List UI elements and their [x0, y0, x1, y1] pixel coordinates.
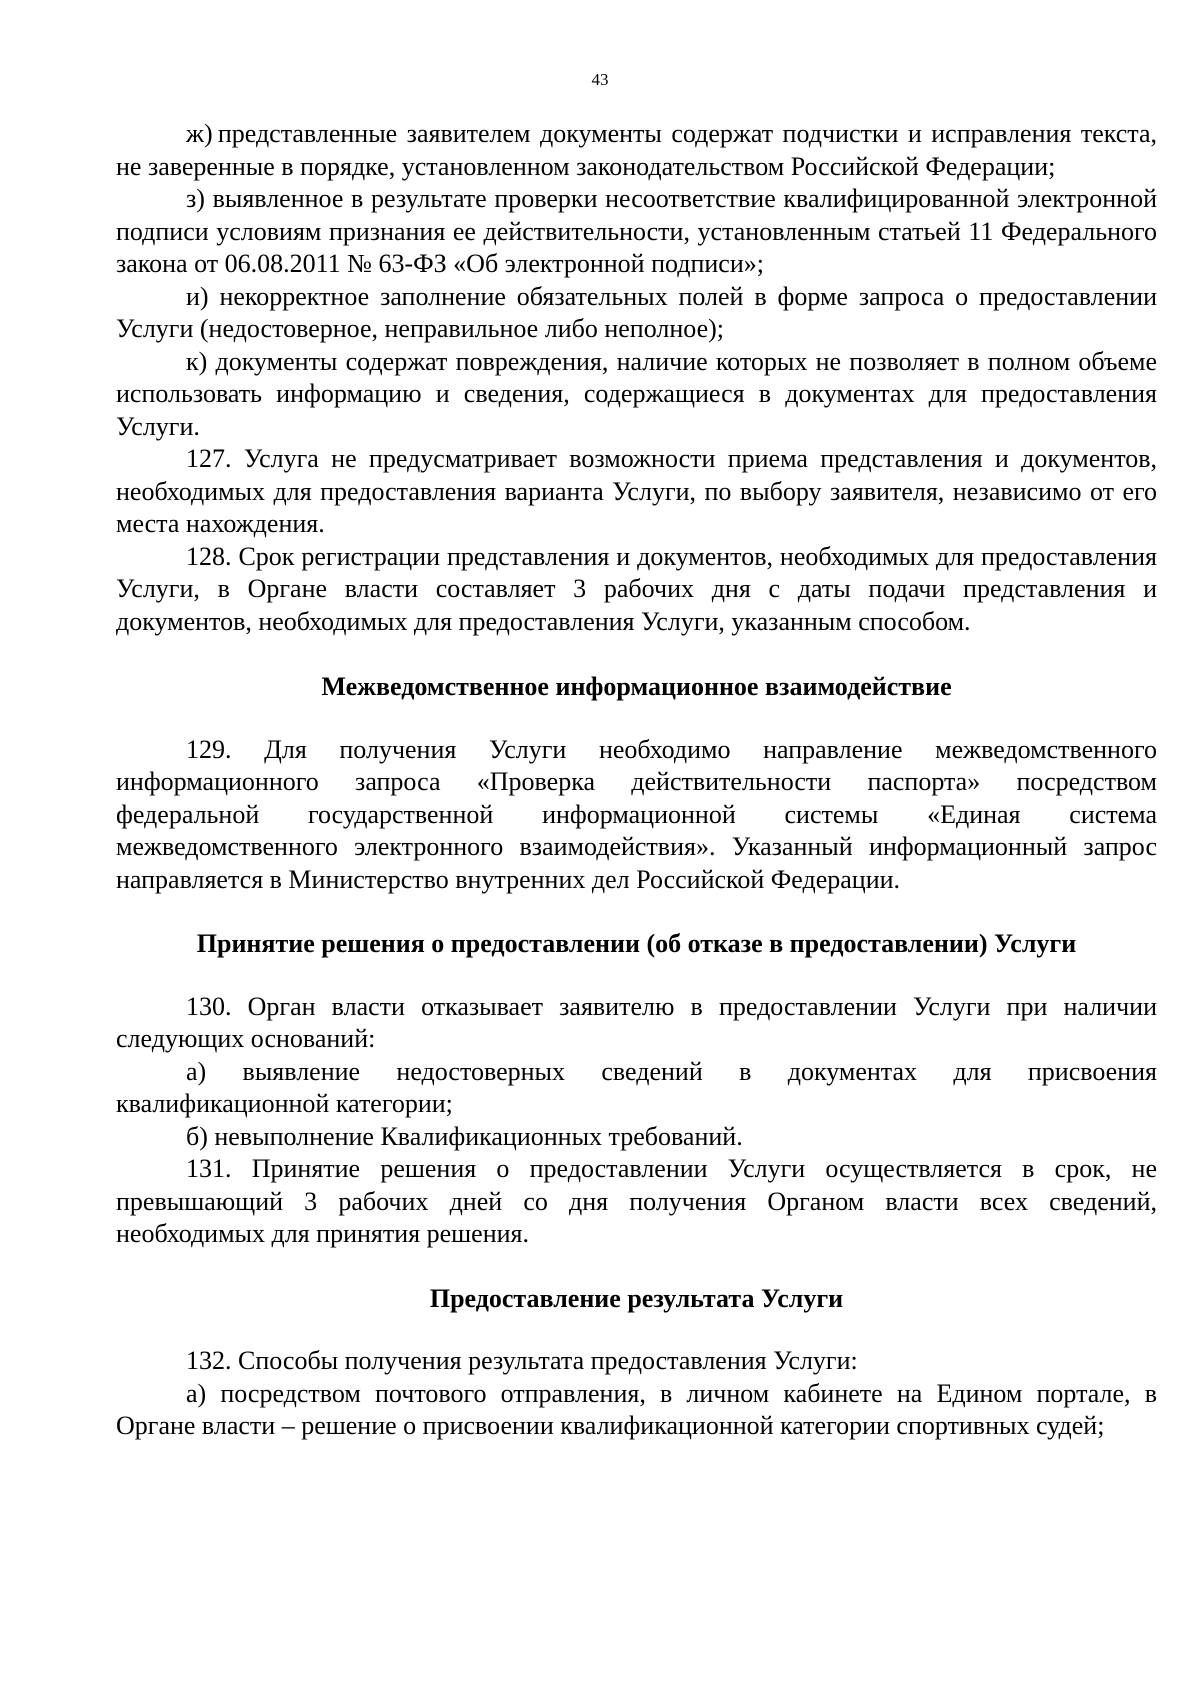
paragraph-item-i: и) некорректное заполнение обязательных полей в форме запроса о предоставлении Услуги (недостоверное, неправильное либо неполное);	[116, 281, 1157, 343]
document-body	[116, 118, 1157, 1443]
paragraph-item-z: з) выявленное в результате проверки несоответствие квалифицированной электронной подписи условиям признания ее действительности, установленным статьей 11 Федерального закона от 06.08.2011 № 63-ФЗ «Об электронной подписи»;	[116, 184, 1157, 278]
page-number: 43	[591, 70, 609, 89]
paragraph-item-k: к) документы содержат повреждения, наличие которых не позволяет в полном объеме использовать информацию и сведения, содержащиеся в документах для предоставления Услуги.	[116, 346, 1157, 441]
paragraph-item-a-132: а) посредством почтового отправления, в личном кабинете на Едином портале, в Органе власти – решение о присвоении квалификационной категории спортивных судей;	[116, 1378, 1157, 1440]
paragraph-130: 130. Орган власти отказывает заявителю в предоставлении Услуги при наличии следующих оснований:	[116, 991, 1157, 1053]
paragraph-item-zh: ж) представленные заявителем документы содержат подчистки и исправления текста, не заверенные в порядке, установленном законодательством Российской Федерации;	[116, 119, 1157, 181]
paragraph-127: 127. Услуга не предусматривает возможности приема представления и документов, необходимых для предоставления варианта Услуги, по выбору заявителя, независимо от его места нахождения.	[116, 444, 1157, 538]
paragraph-item-b-130: б) невыполнение Квалификационных требований.	[186, 1121, 743, 1151]
section-heading-interagency: Межведомственное информационное взаимодействие	[321, 672, 952, 701]
paragraph-132: 132. Способы получения результата предоставления Услуги:	[186, 1346, 858, 1375]
paragraph-131: 131. Принятие решения о предоставлении Услуги осуществляется в срок, не превышающий 3 рабочих дней со дня получения Органом власти всех сведений, необходимых для принятия решения.	[116, 1154, 1157, 1248]
paragraph-item-a-130: а) выявление недостоверных сведений в документах для присвоения квалификационной категории;	[116, 1056, 1157, 1118]
section-heading-decision: Принятие решения о предоставлении (об отказе в предоставлении) Услуги	[196, 929, 1077, 958]
paragraph-128: 128. Срок регистрации представления и документов, необходимых для предоставления Услуги, в Органе власти составляет 3 рабочих дня с даты подачи представления и документов, необходимых для предоставления Услуги, указанным способом.	[116, 541, 1157, 636]
section-heading-result: Предоставление результата Услуги	[429, 1283, 844, 1313]
paragraph-129: 129. Для получения Услуги необходимо направление межведомственного информационного запроса «Проверка действительности паспорта» посредством федеральной государственной информационной системы «Единая система межведомственного электронного взаимодействия». Указанный информационный запрос направляется в Министерство внутренних дел Российской Федерации.	[116, 734, 1157, 894]
